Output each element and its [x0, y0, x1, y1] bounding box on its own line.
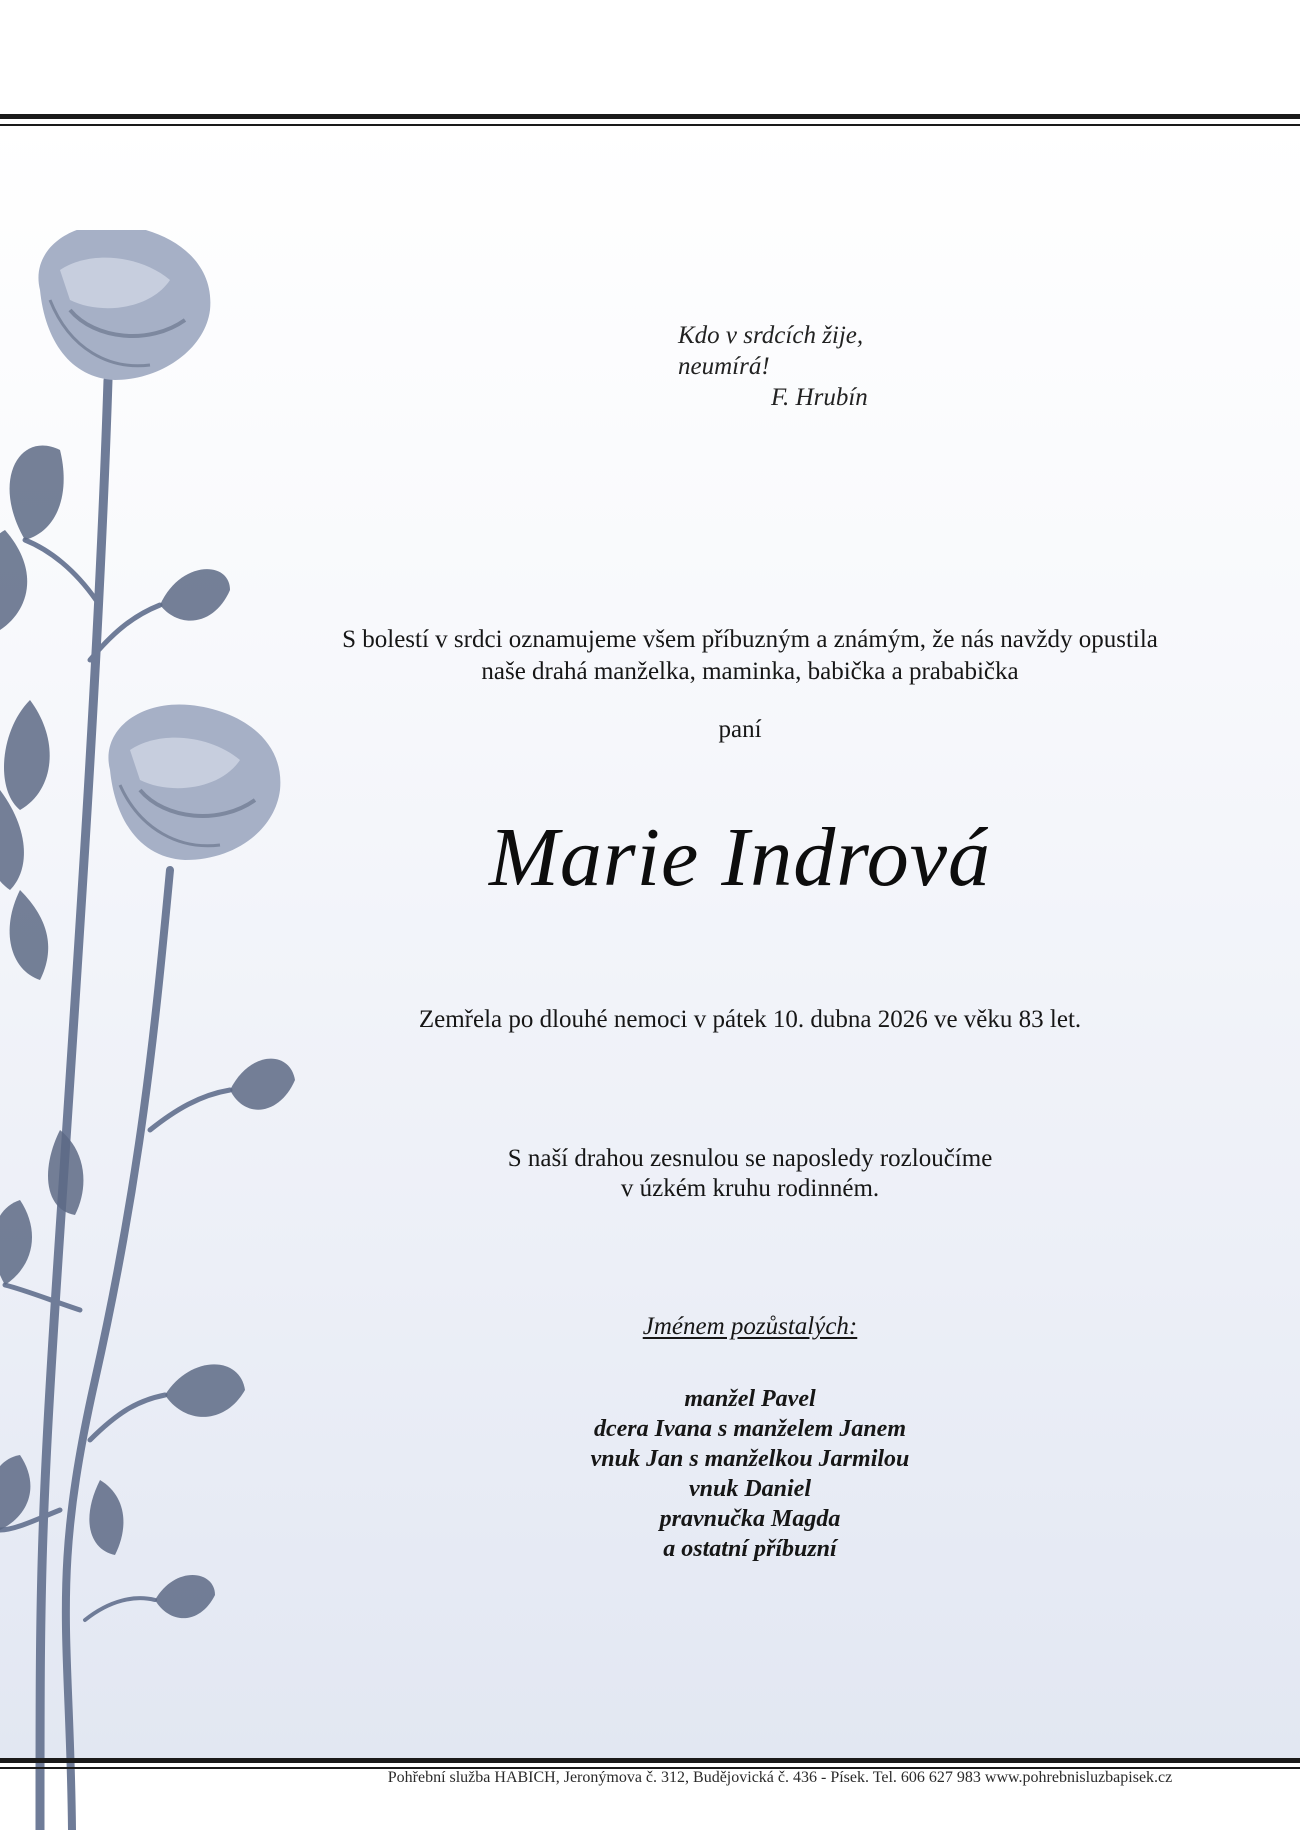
death-notice: Zemřela po dlouhé nemoci v pátek 10. dubna 2026 ve věku 83 let. [418, 1006, 1082, 1033]
farewell-notice [400, 1144, 1100, 1204]
funeral-service-footer: Pohřební služba HABICH, Jeronýmova č. 312, Budějovická č. 436 - Písek. Tel. 606 627 983 www.pohrebnisluzbapisek.cz [387, 1769, 1173, 1786]
quote-line-1: Kdo v srdcích žije, [678, 322, 864, 349]
rose-bud-lower [108, 704, 280, 860]
mourner-item: dcera Ivana s manželem Janem [594, 1416, 906, 1442]
announcement-line-2: naše drahá manželka, maminka, babička a prababička [481, 658, 1019, 685]
rose-bud-upper [38, 230, 210, 380]
bottom-rule-thick [0, 1758, 1300, 1763]
mourner-item: vnuk Jan s manželkou Jarmilou [590, 1446, 910, 1472]
quote-author: F. Hrubín [771, 384, 868, 411]
mourner-item: pravnučka Magda [659, 1506, 841, 1532]
quote-line-2: neumírá! [678, 353, 770, 380]
death-announcement [250, 624, 1250, 688]
farewell-line-2: v úzkém kruhu rodinném. [620, 1175, 880, 1202]
top-rule-thick [0, 114, 1300, 119]
mourner-item: a ostatní příbuzní [663, 1536, 837, 1562]
epitaph-quote [678, 320, 868, 413]
mourner-item: vnuk Daniel [688, 1476, 811, 1502]
mourner-item: manžel Pavel [684, 1386, 816, 1412]
honorific: paní [718, 716, 762, 743]
on-behalf-label: Jménem pozůstalých: [642, 1313, 858, 1340]
deceased-name: Marie Indrová [488, 811, 992, 904]
announcement-line-1: S bolestí v srdci oznamujeme všem příbuzným a známým, že nás navždy opustila [342, 626, 1158, 653]
farewell-line-1: S naší drahou zesnulou se naposledy rozloučíme [507, 1145, 993, 1172]
mourners-list [450, 1384, 1050, 1564]
top-rule-thin [0, 124, 1300, 126]
